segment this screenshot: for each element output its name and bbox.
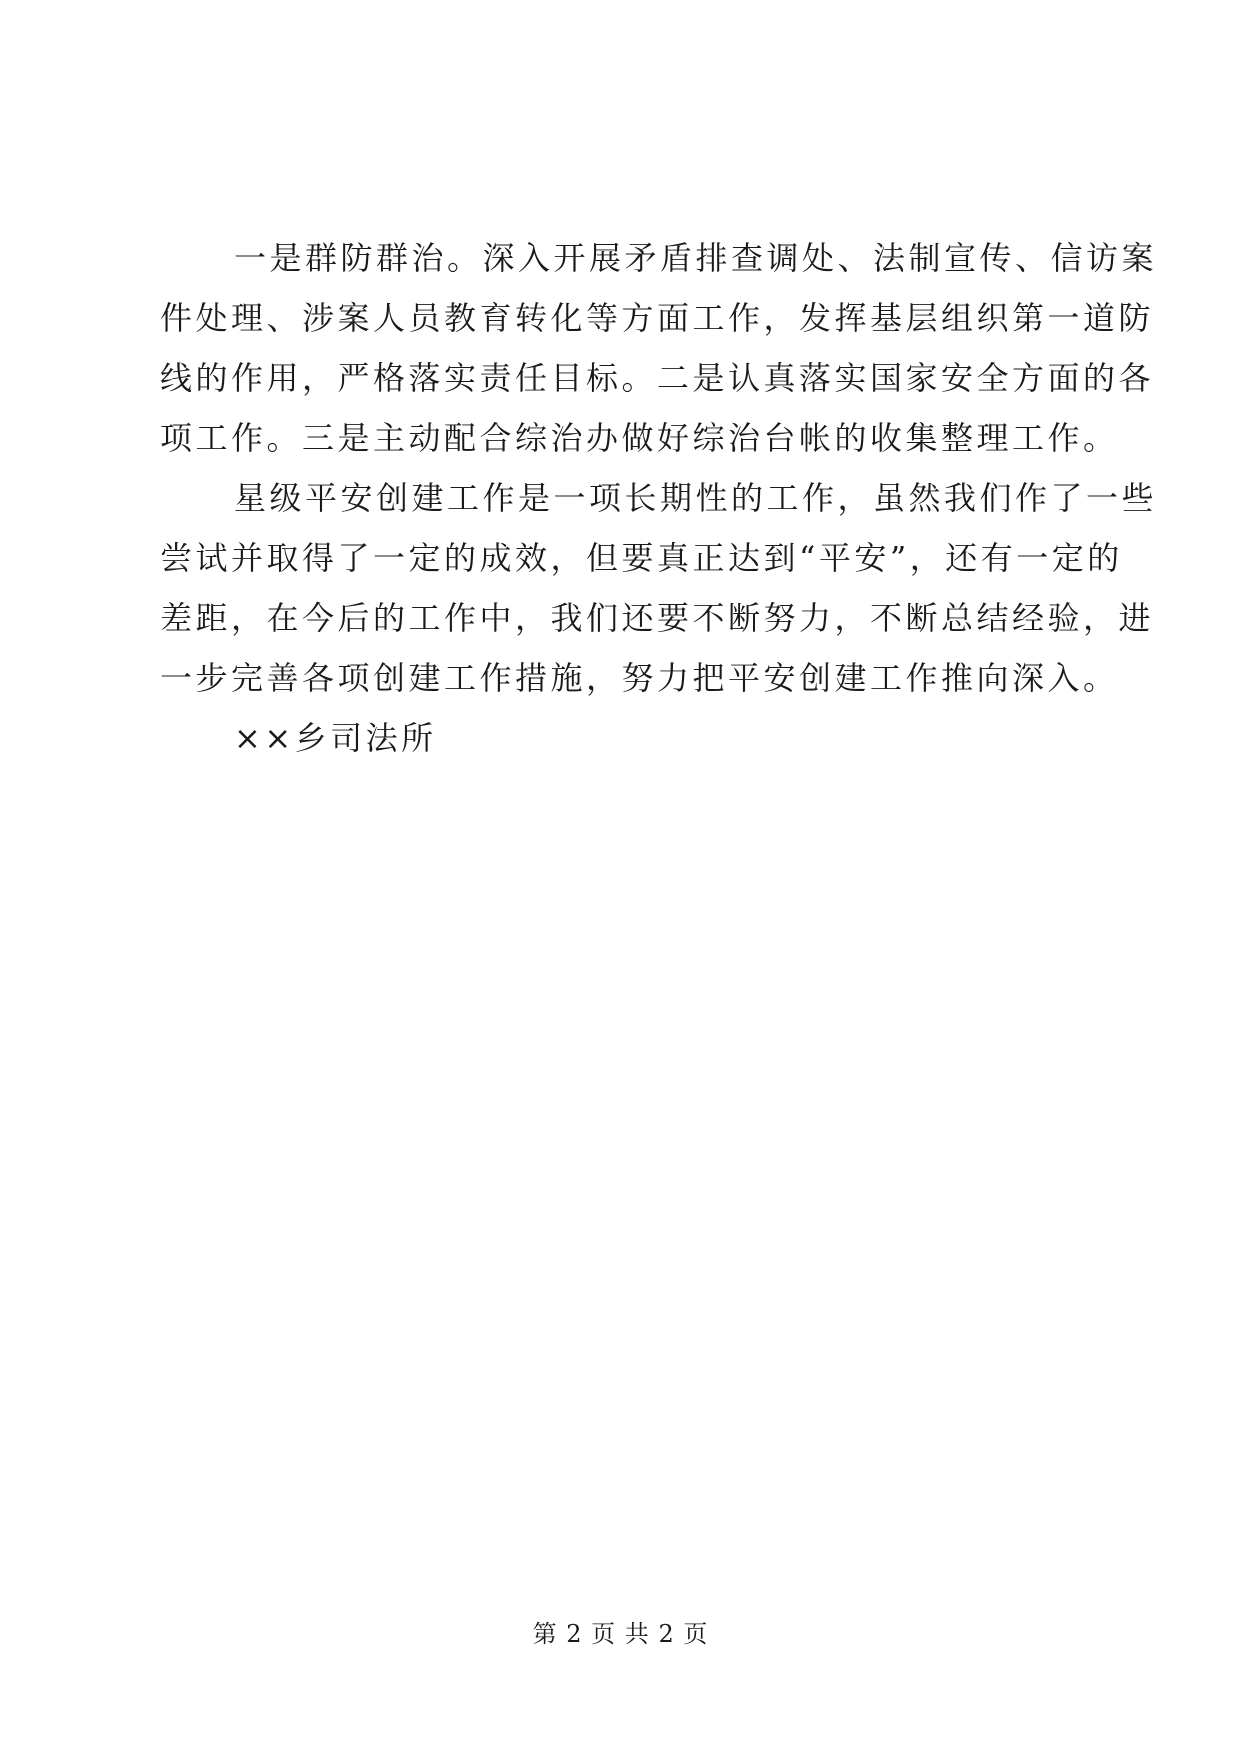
signature: ××乡司法所 <box>234 719 437 757</box>
paragraph-1 <box>160 228 1158 468</box>
document-body <box>160 228 1158 768</box>
paragraph-2-line-2: 尝试并取得了一定的成效，但要真正达到“平安”，还有一定的 <box>160 539 1123 577</box>
page-number-footer: 第 2 页 共 2 页 <box>532 1620 709 1648</box>
paragraph-2 <box>160 468 1158 708</box>
paragraph-2-line-1: 星级平安创建工作是一项长期性的工作，虽然我们作了一些 <box>234 479 1158 517</box>
paragraph-1-line-2: 件处理、涉案人员教育转化等方面工作，发挥基层组织第一道防 <box>160 299 1155 337</box>
paragraph-2-line-3: 差距，在今后的工作中，我们还要不断努力，不断总结经验，进 <box>160 599 1155 637</box>
paragraph-1-line-3: 线的作用，严格落实责任目标。二是认真落实国家安全方面的各 <box>160 359 1155 397</box>
paragraph-1-line-1: 一是群防群治。深入开展矛盾排查调处、法制宣传、信访案 <box>234 239 1158 277</box>
paragraph-2-line-4: 一步完善各项创建工作措施，努力把平安创建工作推向深入。 <box>160 659 1119 697</box>
paragraph-1-line-4: 项工作。三是主动配合综治办做好综治台帐的收集整理工作。 <box>160 419 1119 457</box>
